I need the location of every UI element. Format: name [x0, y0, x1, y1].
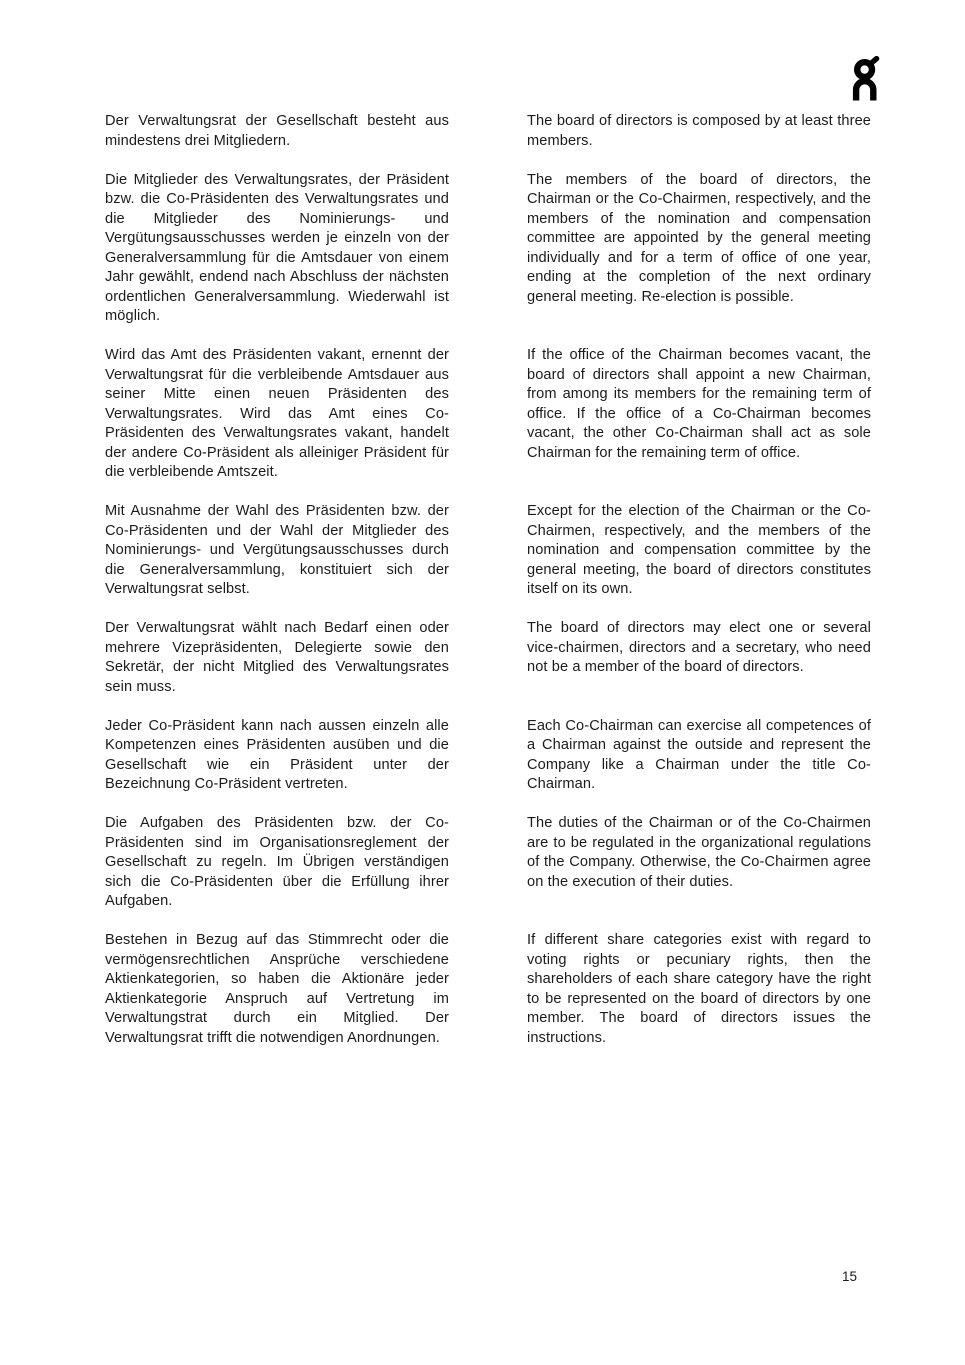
paragraph-german: Die Aufgaben des Präsidenten bzw. der Co-Präsidenten sind im Organisationsreglement der Gesellschaft zu regeln. Im Übrigen verständigen sich die Co-Präsidenten über die Erfüllung ihrer Aufgaben. — [105, 815, 449, 909]
paragraph-row — [105, 502, 871, 600]
on-logo-icon — [852, 56, 881, 101]
paragraph-english: If different share categories exist with regard to voting rights or pecuniary rights, then the shareholders of each share category have the right to be represented on the board of directors by one member. The board of directors issues the instructions. — [527, 932, 871, 1046]
page-number: 15 — [842, 1269, 858, 1284]
bilingual-text-body — [105, 112, 871, 1068]
paragraph-english: The board of directors may elect one or several vice-chairmen, directors and a secretary, who need not be a member of the board of directors. — [527, 620, 871, 675]
paragraph-row — [105, 171, 871, 327]
paragraph-row — [105, 814, 871, 912]
paragraph-row — [105, 112, 871, 151]
paragraph-german: Wird das Amt des Präsidenten vakant, ernennt der Verwaltungsrat für die verbleibende Amtsdauer aus seiner Mitte einen neuen Präsidenten des Verwaltungsrates. Wird das Amt eines Co-Präsidenten des Verwaltungsrates vakant, handelt der andere Co-Präsident als alleiniger Präsident für die verbleibende Amtszeit. — [105, 347, 449, 480]
paragraph-english: Except for the election of the Chairman or the Co-Chairmen, respectively, and the members of the nomination and compensation committee by the general meeting, the board of directors constitutes itself on its own. — [527, 503, 871, 597]
paragraph-german: Die Mitglieder des Verwaltungsrates, der Präsident bzw. die Co-Präsidenten des Verwaltungsrates und die Mitglieder des Nominierungs- und Vergütungsausschusses werden je einzeln von der Generalversammlung für die Amtsdauer von einem Jahr gewählt, endend nach Abschluss der nächsten ordentlichen Generalversammlung. Wiederwahl ist möglich. — [105, 171, 449, 324]
paragraph-row — [105, 717, 871, 795]
paragraph-german: Der Verwaltungsrat wählt nach Bedarf einen oder mehrere Vizepräsidenten, Delegierte sowie den Sekretär, der nicht Mitglied des Verwaltungsrates sein muss. — [105, 620, 449, 695]
paragraph-row — [105, 619, 871, 697]
paragraph-english: Each Co-Chairman can exercise all competences of a Chairman against the outside and represent the Company like a Chairman under the title Co-Chairman. — [527, 717, 871, 792]
paragraph-german: Der Verwaltungsrat der Gesellschaft besteht aus mindestens drei Mitgliedern. — [105, 113, 449, 149]
paragraph-english: The board of directors is composed by at least three members. — [527, 113, 871, 149]
paragraph-german: Bestehen in Bezug auf das Stimmrecht oder die vermögensrechtlichen Ansprüche verschiedene Aktienkategorien, so haben die Aktionäre jeder Aktienkategorie Anspruch auf Vertretung im Verwaltungstrat durch ein Mitglied. Der Verwaltungsrat trifft die notwendigen Anordnungen. — [105, 932, 449, 1046]
paragraph-row — [105, 931, 871, 1048]
paragraph-english: The duties of the Chairman or of the Co-Chairmen are to be regulated in the organizational regulations of the Company. Otherwise, the Co-Chairmen agree on the execution of their duties. — [527, 815, 871, 890]
paragraph-row — [105, 346, 871, 483]
paragraph-german: Jeder Co-Präsident kann nach aussen einzeln alle Kompetenzen eines Präsidenten ausüben und die Gesellschaft wie ein Präsident unter der Bezeichnung Co-Präsident vertreten. — [105, 717, 449, 792]
paragraph-english: The members of the board of directors, the Chairman or the Co-Chairmen, respectively, and the members of the nomination and compensation committee are appointed by the general meeting individually and for a term of office of one year, ending at the completion of the next ordinary general meeting. Re-election is possible. — [527, 171, 871, 305]
paragraph-german: Mit Ausnahme der Wahl des Präsidenten bzw. der Co-Präsidenten und der Wahl der Mitglieder des Nominierungs- und Vergütungsausschusses durch die Generalversammlung, konstituiert sich der Verwaltungsrat selbst. — [105, 503, 449, 597]
paragraph-english: If the office of the Chairman becomes vacant, the board of directors shall appoint a new Chairman, from among its members for the remaining term of office. If the office of a Co-Chairman becomes vacant, the other Co-Chairman shall act as sole Chairman for the remaining term of office. — [527, 347, 871, 461]
